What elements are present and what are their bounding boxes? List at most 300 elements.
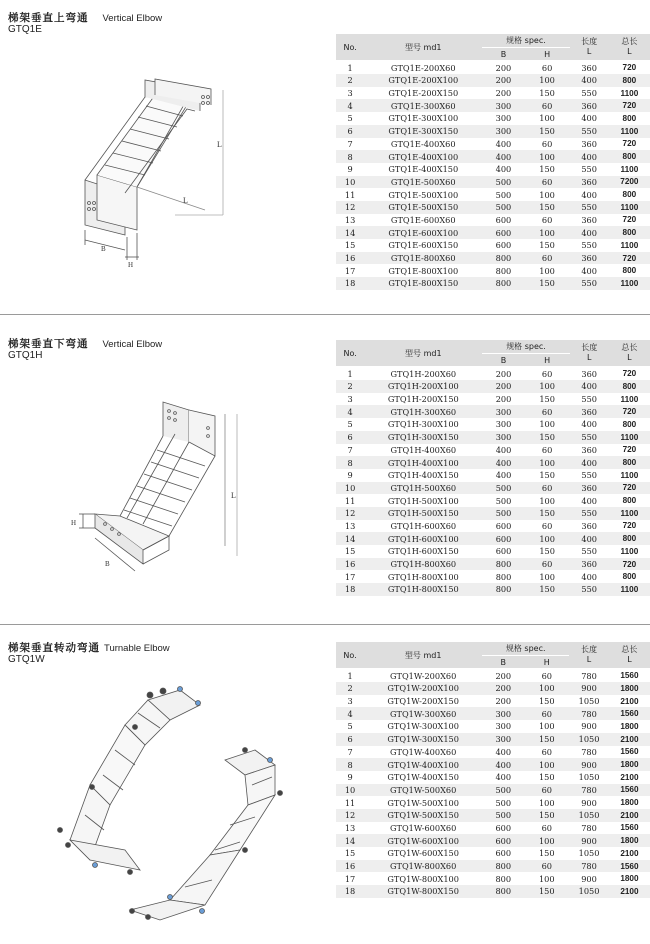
cell-total: 1800 [609,796,650,809]
cell-model: GTQ1E-500X60 [364,176,482,189]
cell-total: 1560 [609,746,650,759]
cell-h: 60 [524,746,569,759]
table-row [336,860,650,873]
cell-length: 550 [570,163,609,176]
cell-h: 100 [525,494,570,507]
cell-total: 1800 [609,834,650,847]
cell-h: 150 [524,733,569,746]
product-code: GTQ1E [8,24,42,35]
cell-h: 100 [525,226,570,239]
section-gtq1w [0,630,650,944]
header-b: B [482,656,524,670]
table-row [336,74,650,87]
cell-model: GTQ1E-500X150 [364,201,482,214]
cell-length: 360 [570,61,609,74]
cell-length: 400 [570,74,609,87]
cell-b: 800 [482,277,524,290]
table-row [336,771,650,784]
vertical-elbow-up-drawing [75,75,245,270]
cell-no: 5 [336,720,364,733]
cell-h: 100 [525,418,570,431]
cell-b: 500 [482,482,524,495]
cell-length: 400 [570,150,609,163]
cell-h: 100 [525,264,570,277]
cell-b: 400 [482,150,524,163]
cell-b: 600 [482,545,524,558]
cell-b: 800 [482,558,524,571]
cell-b: 600 [482,532,524,545]
cell-model: GTQ1E-800X60 [364,252,482,265]
cell-model: GTQ1H-800X100 [364,570,482,583]
spec-table [336,34,650,290]
spec-table-body [336,340,650,596]
cell-no: 3 [336,695,364,708]
table-row [336,201,650,214]
table-row [336,239,650,252]
cell-total: 7200 [609,176,650,189]
cell-total: 800 [609,532,650,545]
spec-table-body [336,642,650,898]
cell-total: 1560 [609,707,650,720]
cell-no: 1 [336,61,364,74]
cell-total: 720 [609,252,650,265]
cell-no: 3 [336,393,364,406]
cell-no: 3 [336,87,364,100]
cell-b: 600 [482,214,524,227]
section-title [8,6,162,25]
cell-length: 550 [570,239,609,252]
cell-length: 550 [570,545,609,558]
cell-no: 1 [336,669,364,682]
cell-length: 550 [570,87,609,100]
cell-no: 2 [336,682,364,695]
cell-length: 1050 [569,809,609,822]
table-row [336,456,650,469]
cell-b: 300 [482,733,524,746]
cell-b: 500 [482,494,524,507]
header-spec: 规格 spec. [482,642,569,656]
cell-total: 1800 [609,720,650,733]
cell-total: 1100 [609,201,650,214]
cell-b: 800 [482,583,524,596]
table-row [336,872,650,885]
cell-h: 150 [525,469,570,482]
cell-model: GTQ1H-400X150 [364,469,482,482]
cell-length: 900 [569,720,609,733]
cell-model: GTQ1W-600X60 [364,822,482,835]
cell-length: 1050 [569,771,609,784]
cell-total: 1100 [609,469,650,482]
cell-h: 150 [524,885,569,898]
cell-total: 2100 [609,695,650,708]
cell-total: 2100 [609,733,650,746]
cell-model: GTQ1H-300X100 [364,418,482,431]
turnable-elbow-drawing [30,665,320,935]
table-row [336,558,650,571]
cell-total: 1100 [609,431,650,444]
table-row [336,570,650,583]
cell-h: 60 [524,669,569,682]
cell-no: 6 [336,125,364,138]
header-total [609,642,650,669]
cell-b: 600 [482,822,524,835]
cell-model: GTQ1W-200X150 [364,695,482,708]
cell-no: 13 [336,214,364,227]
cell-model: GTQ1W-400X100 [364,758,482,771]
cell-total: 720 [609,405,650,418]
cell-total: 1100 [609,239,650,252]
cell-b: 300 [482,720,524,733]
cell-model: GTQ1E-200X100 [364,74,482,87]
cell-no: 15 [336,545,364,558]
table-row [336,834,650,847]
cell-model: GTQ1H-500X150 [364,507,482,520]
table-header-row [336,340,650,354]
cell-no: 12 [336,809,364,822]
table-row [336,796,650,809]
cell-no: 17 [336,264,364,277]
cell-total: 800 [609,570,650,583]
header-length [570,340,609,367]
cell-model: GTQ1E-300X150 [364,125,482,138]
cell-no: 14 [336,834,364,847]
cell-model: GTQ1E-400X100 [364,150,482,163]
table-row [336,885,650,898]
cell-total: 720 [609,520,650,533]
cell-no: 4 [336,707,364,720]
title-en: Vertical Elbow [102,339,163,350]
cell-total: 1560 [609,822,650,835]
cell-model: GTQ1H-600X150 [364,545,482,558]
cell-b: 600 [482,239,524,252]
cell-b: 200 [482,669,524,682]
header-h: H [525,354,570,368]
table-row [336,418,650,431]
cell-no: 16 [336,860,364,873]
cell-model: GTQ1W-600X150 [364,847,482,860]
cell-no: 4 [336,99,364,112]
cell-b: 500 [482,201,524,214]
cell-h: 150 [525,239,570,252]
cell-length: 400 [570,264,609,277]
dim-b: B [105,560,110,568]
cell-h: 60 [525,138,570,151]
header-spec: 规格 spec. [482,34,569,48]
cell-total: 720 [609,558,650,571]
header-model: 型号 md1 [364,340,482,367]
cell-model: GTQ1H-500X100 [364,494,482,507]
dim-l: L [231,491,236,500]
cell-b: 800 [482,252,524,265]
cell-no: 15 [336,239,364,252]
cell-length: 550 [570,277,609,290]
cell-h: 150 [524,809,569,822]
cell-h: 100 [525,532,570,545]
cell-no: 5 [336,112,364,125]
cell-b: 500 [482,796,524,809]
table-row [336,784,650,797]
cell-length: 900 [569,834,609,847]
cell-model: GTQ1E-200X150 [364,87,482,100]
header-length-en: L [586,47,592,57]
cell-model: GTQ1H-800X150 [364,583,482,596]
table-row [336,214,650,227]
cell-b: 200 [482,695,524,708]
title-cn: 梯架垂直转动弯通 [8,642,100,654]
table-header-row [336,642,650,656]
section-divider [0,314,650,315]
table-row [336,150,650,163]
table-row [336,809,650,822]
cell-total: 720 [609,61,650,74]
section-title [8,636,170,655]
cell-b: 600 [482,834,524,847]
table-row [336,733,650,746]
cell-b: 300 [482,707,524,720]
cell-b: 200 [482,393,524,406]
cell-h: 150 [525,201,570,214]
cell-model: GTQ1W-200X60 [364,669,482,682]
cell-length: 900 [569,872,609,885]
cell-h: 100 [525,112,570,125]
cell-length: 400 [570,570,609,583]
cell-no: 8 [336,456,364,469]
cell-total: 1800 [609,682,650,695]
cell-b: 500 [482,176,524,189]
cell-b: 800 [482,872,524,885]
cell-h: 60 [525,214,570,227]
spec-table-body [336,34,650,290]
cell-h: 100 [525,188,570,201]
cell-no: 9 [336,771,364,784]
cell-b: 800 [482,860,524,873]
cell-model: GTQ1H-400X100 [364,456,482,469]
title-en: Vertical Elbow [102,13,163,24]
cell-h: 60 [525,99,570,112]
table-row [336,746,650,759]
cell-h: 150 [524,695,569,708]
cell-no: 12 [336,507,364,520]
cell-model: GTQ1W-600X100 [364,834,482,847]
cell-no: 13 [336,822,364,835]
cell-length: 360 [570,405,609,418]
cell-no: 4 [336,405,364,418]
cell-length: 360 [570,176,609,189]
cell-no: 7 [336,746,364,759]
cell-h: 60 [524,784,569,797]
table-row [336,277,650,290]
cell-no: 12 [336,201,364,214]
cell-total: 800 [609,456,650,469]
cell-b: 600 [482,226,524,239]
cell-no: 14 [336,226,364,239]
table-row [336,61,650,74]
table-row [336,707,650,720]
cell-total: 800 [609,150,650,163]
cell-length: 900 [569,758,609,771]
cell-h: 100 [525,74,570,87]
header-no: No. [336,340,364,367]
table-row [336,695,650,708]
cell-total: 1100 [609,87,650,100]
cell-length: 550 [570,201,609,214]
cell-b: 300 [482,405,524,418]
cell-length: 550 [570,469,609,482]
table-row [336,226,650,239]
cell-total: 1100 [609,393,650,406]
title-en: Turnable Elbow [104,643,170,654]
header-total-en: L [627,655,632,665]
table-row [336,822,650,835]
cell-length: 360 [570,367,609,380]
cell-b: 200 [482,61,524,74]
cell-b: 200 [482,74,524,87]
header-total [609,340,650,367]
cell-model: GTQ1H-400X60 [364,444,482,457]
cell-no: 11 [336,188,364,201]
cell-no: 8 [336,150,364,163]
header-total-cn: 总长 [621,37,638,47]
cell-h: 100 [524,758,569,771]
header-length-en: L [586,353,592,363]
cell-no: 18 [336,583,364,596]
table-row [336,431,650,444]
cell-length: 400 [570,380,609,393]
cell-model: GTQ1E-400X60 [364,138,482,151]
cell-h: 150 [525,507,570,520]
table-row [336,583,650,596]
cell-total: 1560 [609,860,650,873]
cell-h: 100 [524,720,569,733]
cell-model: GTQ1E-600X60 [364,214,482,227]
cell-no: 9 [336,469,364,482]
cell-no: 6 [336,431,364,444]
cell-b: 300 [482,418,524,431]
cell-model: GTQ1E-600X100 [364,226,482,239]
cell-h: 150 [525,393,570,406]
header-length-cn: 长度 [581,37,598,47]
header-model: 型号 md1 [364,34,482,61]
table-row [336,405,650,418]
cell-length: 400 [570,188,609,201]
cell-length: 780 [569,822,609,835]
cell-b: 300 [482,125,524,138]
cell-no: 16 [336,558,364,571]
cell-b: 400 [482,746,524,759]
cell-total: 800 [609,418,650,431]
table-row [336,545,650,558]
cell-model: GTQ1W-800X60 [364,860,482,873]
header-length-cn: 长度 [581,343,598,353]
cell-b: 200 [482,682,524,695]
header-b: B [482,48,524,62]
cell-length: 400 [570,112,609,125]
cell-no: 7 [336,444,364,457]
cell-h: 60 [525,482,570,495]
cell-length: 400 [570,456,609,469]
cell-no: 15 [336,847,364,860]
cell-length: 1050 [569,695,609,708]
cell-length: 360 [570,482,609,495]
cell-total: 800 [609,74,650,87]
cell-length: 900 [569,796,609,809]
product-code: GTQ1H [8,350,43,361]
cell-total: 720 [609,99,650,112]
cell-model: GTQ1W-800X100 [364,872,482,885]
table-row [336,367,650,380]
section-title [8,332,162,351]
cell-h: 150 [525,277,570,290]
cell-h: 150 [525,125,570,138]
cell-b: 800 [482,885,524,898]
table-row [336,507,650,520]
cell-h: 150 [525,87,570,100]
cell-length: 360 [570,558,609,571]
cell-model: GTQ1H-800X60 [364,558,482,571]
header-total [609,34,650,61]
cell-no: 6 [336,733,364,746]
cell-model: GTQ1W-200X100 [364,682,482,695]
cell-total: 800 [609,380,650,393]
table-row [336,99,650,112]
header-length-cn: 长度 [581,645,598,655]
cell-model: GTQ1E-200X60 [364,61,482,74]
cell-model: GTQ1W-300X60 [364,707,482,720]
table-row [336,393,650,406]
cell-model: GTQ1W-500X60 [364,784,482,797]
cell-length: 780 [569,860,609,873]
cell-b: 800 [482,264,524,277]
cell-h: 60 [525,558,570,571]
cell-total: 1560 [609,669,650,682]
spec-table [336,642,650,898]
header-length [569,642,609,669]
cell-h: 100 [524,872,569,885]
cell-model: GTQ1W-800X150 [364,885,482,898]
header-h: H [525,48,570,62]
cell-b: 400 [482,456,524,469]
cell-length: 1050 [569,733,609,746]
cell-total: 800 [609,226,650,239]
cell-h: 100 [525,150,570,163]
table-row [336,112,650,125]
dim-h: H [71,519,77,527]
cell-h: 60 [525,444,570,457]
header-spec: 规格 spec. [482,340,569,354]
cell-h: 100 [525,570,570,583]
header-model: 型号 md1 [364,642,482,669]
dim-h: H [128,261,134,269]
cell-h: 100 [524,834,569,847]
cell-length: 360 [570,138,609,151]
cell-length: 780 [569,707,609,720]
cell-h: 60 [524,707,569,720]
cell-h: 100 [525,380,570,393]
cell-b: 300 [482,99,524,112]
table-row [336,682,650,695]
table-row [336,758,650,771]
cell-length: 360 [570,520,609,533]
cell-model: GTQ1E-800X150 [364,277,482,290]
cell-total: 1800 [609,758,650,771]
header-total-cn: 总长 [621,645,638,655]
cell-no: 1 [336,367,364,380]
cell-no: 10 [336,176,364,189]
cell-no: 11 [336,796,364,809]
cell-no: 18 [336,277,364,290]
cell-model: GTQ1H-300X150 [364,431,482,444]
cell-h: 150 [525,163,570,176]
